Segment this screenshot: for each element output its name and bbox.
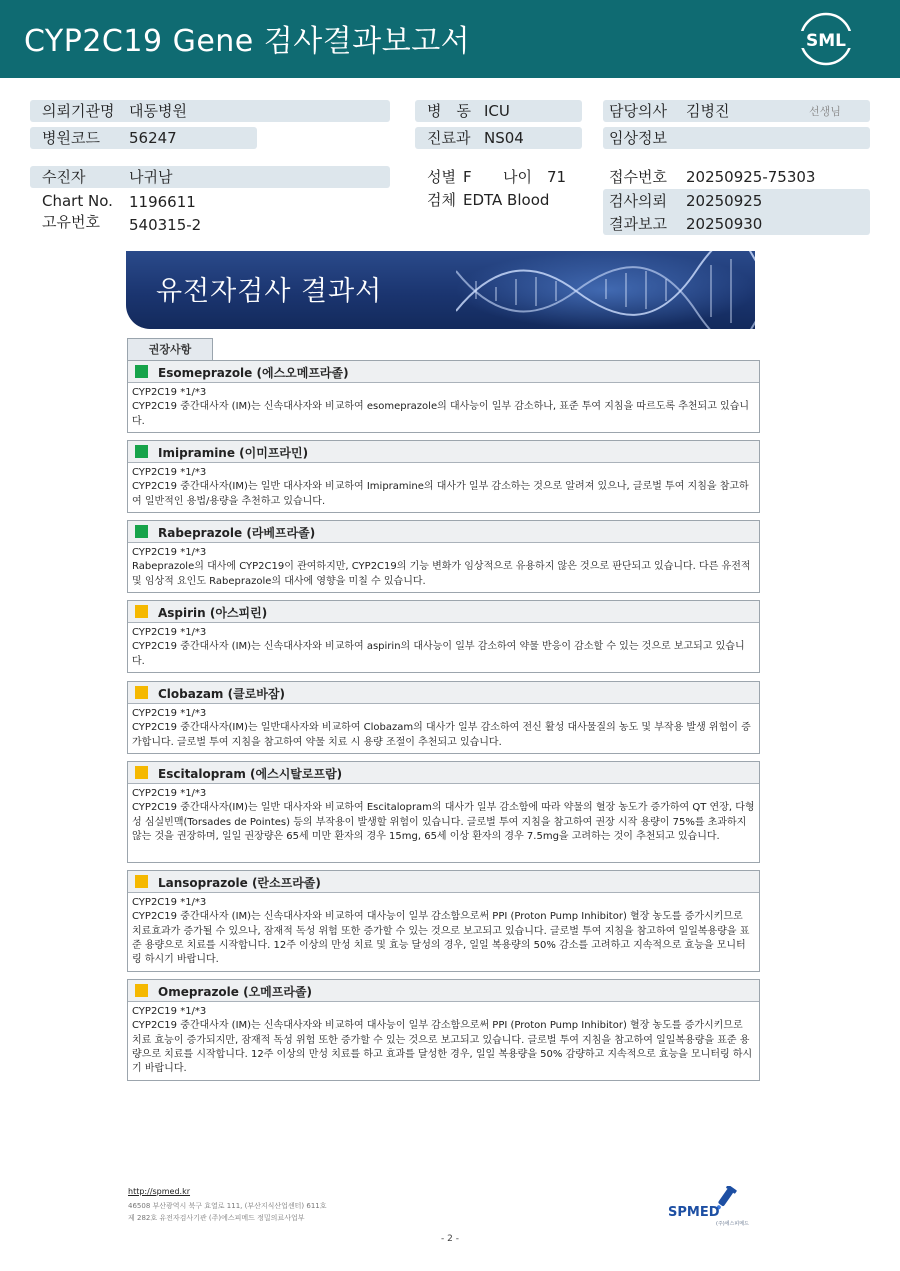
drug-description: CYP2C19 중간대사자 (IM)는 신속대사자와 비교하여 esomeprazole의 대사능이 일부 감소하나, 표준 투여 지침을 따르도록 추천되고 있습니다. (132, 401, 750, 427)
banner-title: 유전자검사 결과서 (156, 276, 383, 307)
drug-description: CYP2C19 중간대사자 (IM)는 신속대사자와 비교하여 대사능이 일부 감소함으로써 PPI (Proton Pump Inhibitor) 혈장 농도를 증가시키므로 치료효과가 증가될 수 있으나, 잠재적 독성 위험 또한 증가할 수 있는 것으로 보고되고 있습니다. 글로벌 투여 지침을 참고하여 일일복용량을 표준 용량으로 치료를 시작합니다. 12주 이상의 만성 치료 및 효능 달성의 경우, 일일 복용량의 50% 감소를 고려하고 지속적으로 효능을 모니터링 하시기 바랍니다. (132, 911, 750, 966)
report-date-label: 결과보고 (609, 215, 667, 233)
status-yellow-square-icon (135, 766, 148, 779)
sex-value: F (463, 168, 472, 186)
drug-genotype: CYP2C19 *1/*3 (132, 897, 207, 908)
status-green-square-icon (135, 365, 148, 378)
drug-name: Escitalopram (에스시탈로프람) (158, 767, 343, 781)
spmed-logo (668, 1186, 764, 1228)
chart-no-value: 1196611 (129, 193, 196, 211)
institution-value: 대동병원 (129, 102, 187, 120)
drug-card-header (128, 980, 759, 1002)
drug-genotype: CYP2C19 *1/*3 (132, 788, 207, 799)
receipt-no-label: 접수번호 (609, 168, 667, 186)
drug-description: CYP2C19 중간대사자(IM)는 일반대사자와 비교하여 Clobazam의 대사가 일부 감소하여 전신 활성 대사물질의 농도 및 부작용 발생 위험이 증가합니다. 글로벌 투여 지침을 참고하여 약물 치료 시 용량 조절이 추천되고 있습니다. (132, 722, 751, 748)
sml-logo (798, 11, 854, 67)
drug-name: Aspirin (아스피린) (158, 606, 268, 620)
doctor-value: 김병진 (686, 102, 730, 120)
drug-card-header (128, 361, 759, 383)
drug-card (127, 870, 760, 972)
drug-description: CYP2C19 중간대사자(IM)는 일반 대사자와 비교하여 Escitalopram의 대사가 일부 감소함에 따라 약물의 혈장 농도가 증가하여 QT 연장, 다형성 심실빈맥(Torsades de Pointes) 등의 부작용이 발생할 위험이 있습니다. 글로벌 투여 지침을 참고하여 권장 시작 용량이 75%를 초과하지 않는 것을 권장하며, 일일 권장량은 65세 미만 환자의 경우 15mg, 65세 이상 환자의 경우 7.5mg을 고려하는 것이 추천되고 있습니다. (132, 802, 755, 842)
drug-name: Lansoprazole (란소프라졸) (158, 876, 321, 890)
specimen-value: EDTA Blood (463, 191, 550, 209)
unique-no-label: 고유번호 (42, 213, 100, 231)
page-number: - 2 - (441, 1234, 459, 1244)
drug-card (127, 681, 760, 754)
drug-name: Omeprazole (오메프라졸) (158, 985, 313, 999)
drug-genotype: CYP2C19 *1/*3 (132, 547, 207, 558)
request-date-label: 검사의뢰 (609, 192, 667, 210)
ward-value: ICU (484, 102, 510, 120)
request-date-value: 20250925 (686, 192, 763, 210)
institution-label: 의뢰기관명 (42, 102, 115, 120)
drug-card-header (128, 441, 759, 463)
status-yellow-square-icon (135, 984, 148, 997)
status-yellow-square-icon (135, 875, 148, 888)
report-title: CYP2C19 Gene 검사결과보고서 (24, 24, 471, 59)
spmed-logo-subtext: (주)에스피메드 (716, 1221, 749, 1227)
doctor-suffix: 선생님 (809, 105, 841, 118)
doctor-label: 담당의사 (609, 102, 667, 120)
status-green-square-icon (135, 525, 148, 538)
drug-card (127, 520, 760, 593)
age-value: 71 (547, 168, 567, 186)
chart-no-label: Chart No. (42, 192, 113, 210)
sml-logo-text: SML (806, 31, 846, 51)
specimen-label: 검체 (427, 191, 456, 209)
receipt-no-value: 20250925-75303 (686, 168, 816, 186)
report-date-value: 20250930 (686, 215, 763, 233)
footer-registration: 제 282호 유전자검사기관 (주)에스피메드 정밀의료사업부 (128, 1214, 305, 1222)
drug-name: Imipramine (이미프라민) (158, 446, 309, 460)
report-header (0, 0, 900, 78)
dna-helix-graphic (456, 251, 755, 329)
drug-card-header (128, 601, 759, 623)
drug-genotype: CYP2C19 *1/*3 (132, 1006, 207, 1017)
result-banner (126, 251, 755, 329)
drug-card (127, 440, 760, 513)
drug-card-header (128, 682, 759, 704)
drug-card (127, 979, 760, 1081)
patient-label: 수진자 (42, 168, 86, 186)
status-yellow-square-icon (135, 686, 148, 699)
department-label: 진료과 (427, 129, 471, 147)
unique-no-value: 540315-2 (129, 216, 202, 234)
drug-description: Rabeprazole의 대사에 CYP2C19이 관여하지만, CYP2C19의 기능 변화가 임상적으로 유용하지 않은 것으로 판단되고 있습니다. 다른 유전적 및 임상적 요인도 Rabeprazole의 대사에 영향을 미칠 수 있습니다. (132, 561, 751, 587)
spmed-logo-text: SPMED (668, 1205, 720, 1220)
drug-genotype: CYP2C19 *1/*3 (132, 387, 207, 398)
drug-name: Esomeprazole (에스오메프라졸) (158, 366, 349, 380)
drug-card-header (128, 762, 759, 784)
drug-card (127, 761, 760, 863)
drug-name: Clobazam (클로바잠) (158, 687, 285, 701)
hospital-code-label: 병원코드 (42, 129, 100, 147)
sex-label: 성별 (427, 168, 456, 186)
status-yellow-square-icon (135, 605, 148, 618)
footer-address-block (128, 1200, 327, 1224)
recommendations-tab: 권장사항 (127, 338, 213, 360)
age-label: 나이 (503, 168, 532, 186)
drug-card-header (128, 871, 759, 893)
spmed-website-link[interactable]: http://spmed.kr (128, 1187, 191, 1196)
drug-genotype: CYP2C19 *1/*3 (132, 708, 207, 719)
footer-address: 46508 부산광역시 북구 효열로 111, (부산지식산업센터) 611호 (128, 1202, 327, 1210)
drug-description: CYP2C19 중간대사자(IM)는 일반 대사자와 비교하여 Imipramine의 대사가 일부 감소하는 것으로 알려져 있으나, 글로벌 투여 지침을 참고하여 일반적인 용법/용량을 추천하고 있습니다. (132, 481, 749, 507)
drug-card (127, 360, 760, 433)
ward-label: 병 동 (427, 102, 471, 120)
drug-card (127, 600, 760, 673)
status-green-square-icon (135, 445, 148, 458)
drug-card-header (128, 521, 759, 543)
department-value: NS04 (484, 129, 524, 147)
drug-genotype: CYP2C19 *1/*3 (132, 467, 207, 478)
hospital-code-value: 56247 (129, 129, 177, 147)
clinical-info-label: 임상정보 (609, 129, 667, 147)
drug-description: CYP2C19 중간대사자 (IM)는 신속대사자와 비교하여 대사능이 일부 감소함으로써 PPI (Proton Pump Inhibitor) 혈장 농도를 증가시키므로 치료 효능이 증가되지만, 잠재적 독성 위험 또한 증가할 수 있는 것으로 보고되고 있습니다. 글로벌 투여 지침을 참고하여 일일복용량을 표준 용량으로 치료를 시작합니다. 12주 이상의 만성 치료를 하고 효과를 달성한 경우, 일일 복용량을 50% 감량하고 지속적으로 효능을 모니터링 하시기 바랍니다. (132, 1020, 753, 1075)
drug-genotype: CYP2C19 *1/*3 (132, 627, 207, 638)
patient-value: 나귀남 (129, 168, 173, 186)
drug-description: CYP2C19 중간대사자 (IM)는 신속대사자와 비교하여 aspirin의 대사능이 일부 감소하여 약물 반응이 감소할 수 있는 것으로 보고되고 있습니다. (132, 641, 745, 667)
drug-name: Rabeprazole (라베프라졸) (158, 526, 316, 540)
